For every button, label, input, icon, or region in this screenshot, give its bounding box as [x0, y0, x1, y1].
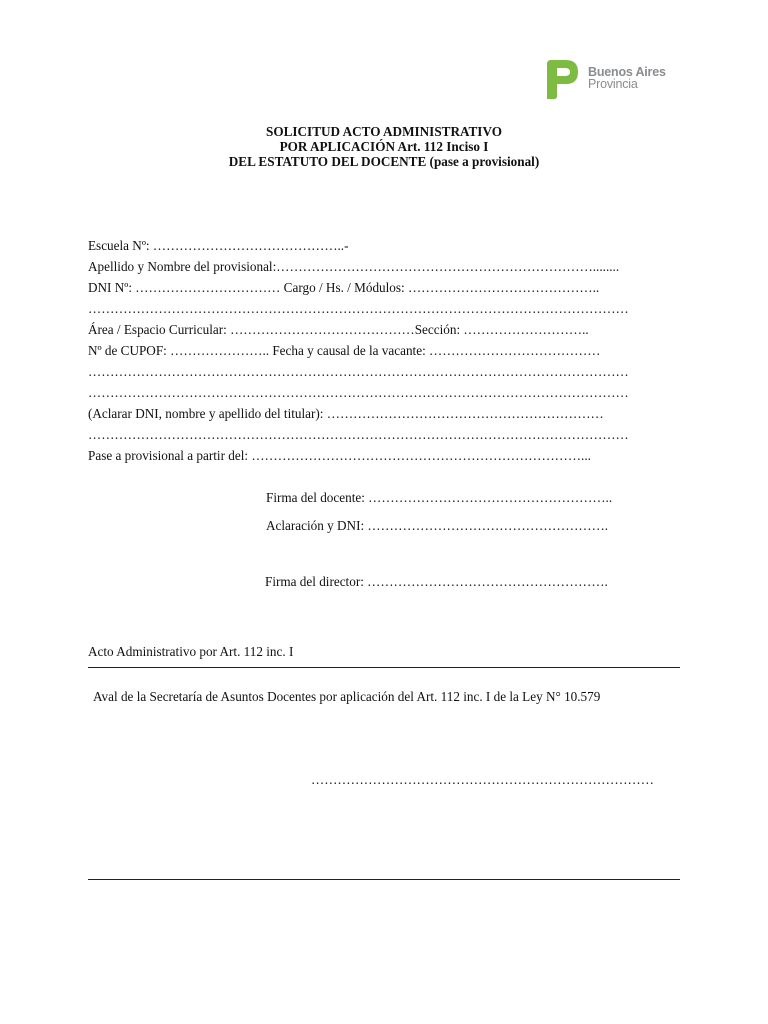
dotted-line[interactable]: ……………………………………………………………………………………………………………: [88, 427, 629, 442]
escuela-field[interactable]: Escuela Nº: ……………………………………..-: [88, 238, 349, 253]
divider: [88, 879, 680, 880]
dotted-line[interactable]: ……………………………………………………………………………………………………………: [88, 385, 629, 400]
document-title-line2: POR APLICACIÓN Art. 112 Inciso I: [279, 139, 489, 154]
document-title-line1: SOLICITUD ACTO ADMINISTRATIVO: [266, 124, 502, 139]
aclaracion-dni-field[interactable]: Aclaración y DNI: ……………………………………………….: [266, 518, 609, 533]
aval-text: Aval de la Secretaría de Asuntos Docentes por aplicación del Art. 112 inc. I de la Ley N° 10.579: [93, 689, 601, 704]
dotted-line[interactable]: ……………………………………………………………………………………………………………: [88, 364, 629, 379]
signature-line[interactable]: ……………………………………………………………………: [311, 772, 654, 787]
cupof-vacante-field[interactable]: Nº de CUPOF: ………………….. Fecha y causal de la vacante: …………………………………: [88, 343, 601, 358]
pase-provisional-field[interactable]: Pase a provisional a partir del: …………………………………………………………………...: [88, 448, 591, 463]
area-seccion-field[interactable]: Área / Espacio Curricular: ……………………………………Sección: ………………………..: [88, 322, 589, 337]
titular-field[interactable]: (Aclarar DNI, nombre y apellido del titular): ………………………………………………………: [88, 406, 604, 421]
firma-docente-field[interactable]: Firma del docente: ………………………………………………..: [266, 490, 613, 505]
province-logo-icon: [544, 58, 584, 100]
divider: [88, 667, 680, 668]
dotted-line[interactable]: ……………………………………………………………………………………………………………: [88, 301, 629, 316]
acto-administrativo-label: Acto Administrativo por Art. 112 inc. I: [88, 644, 294, 659]
document-title-line3: DEL ESTATUTO DEL DOCENTE (pase a provisional): [228, 154, 540, 169]
logo-text-line1: Buenos Aires: [588, 65, 666, 79]
firma-director-field[interactable]: Firma del director: ……………………………………………….: [265, 574, 608, 589]
buenos-aires-logo: [544, 58, 684, 100]
dni-cargo-field[interactable]: DNI Nº: …………………………… Cargo / Hs. / Módulos: ……………………………………..: [88, 280, 600, 295]
logo-text-line2: Provincia: [588, 77, 638, 91]
apellido-nombre-field[interactable]: Apellido y Nombre del provisional:………………………………………………………………........: [88, 259, 620, 274]
